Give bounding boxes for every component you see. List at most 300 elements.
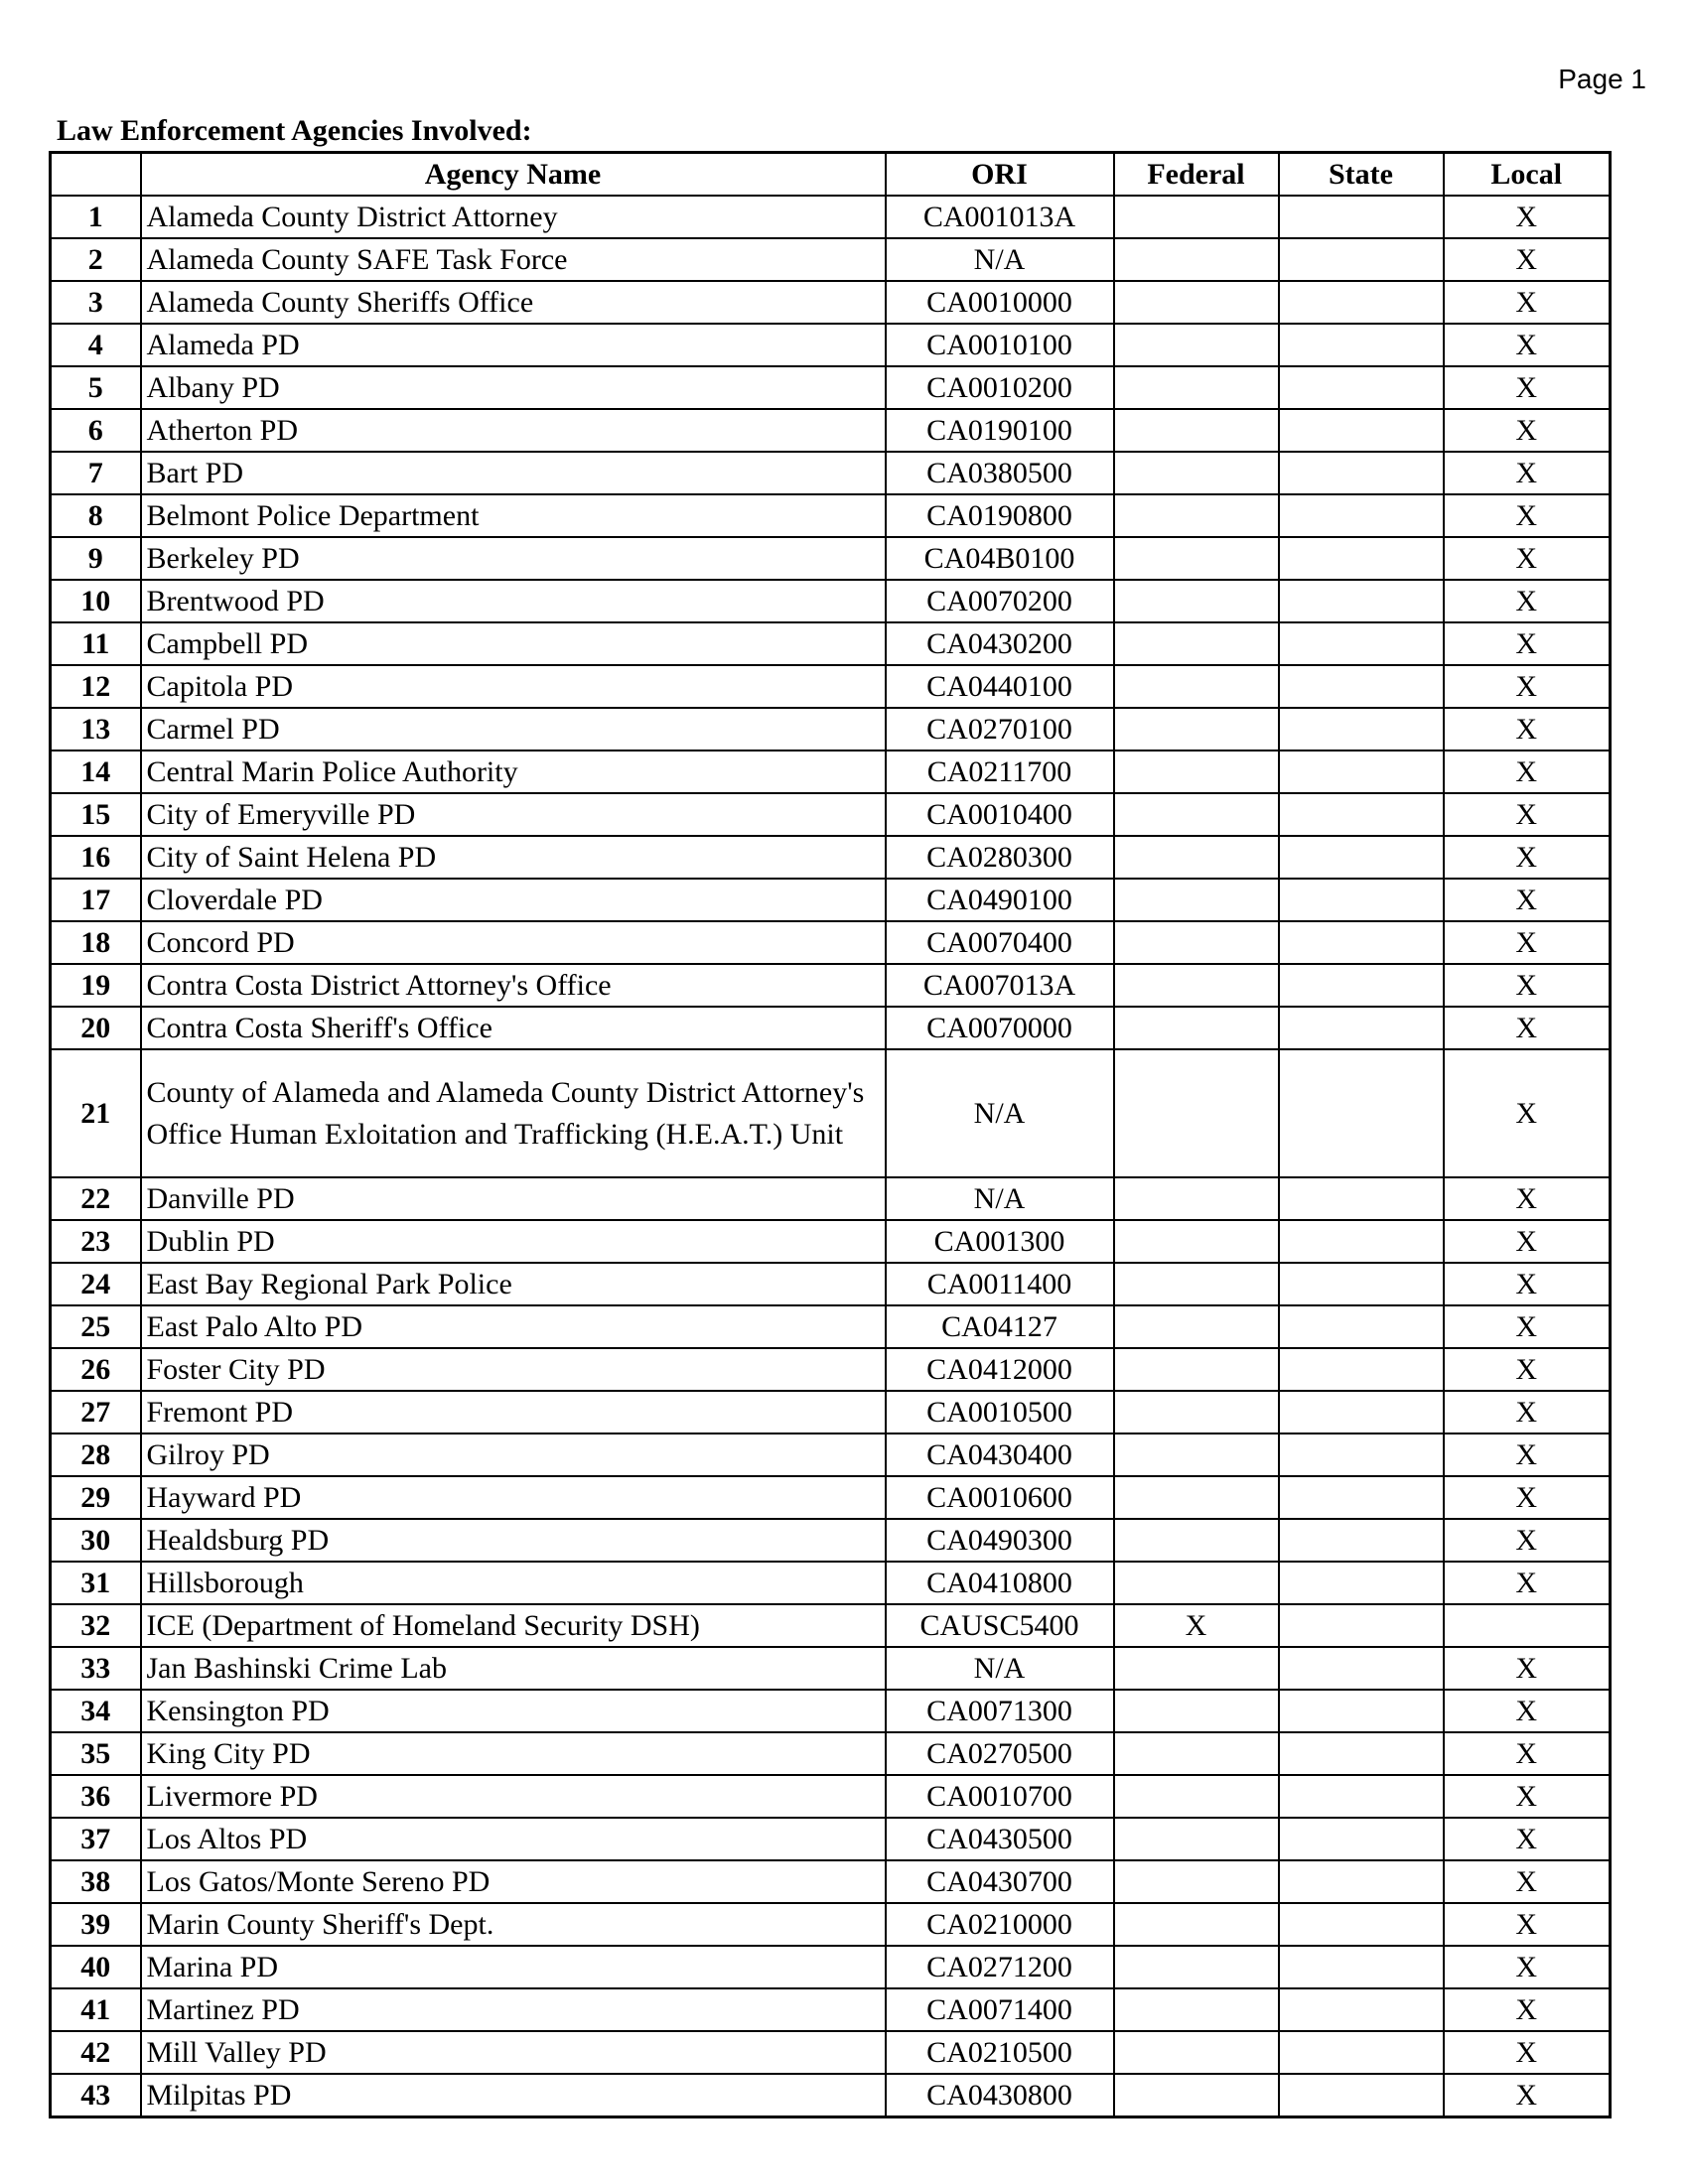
ori-cell: N/A xyxy=(886,238,1114,281)
agency-name-cell: Concord PD xyxy=(141,921,886,964)
state-cell xyxy=(1279,1391,1444,1433)
federal-cell xyxy=(1114,1049,1279,1177)
table-row xyxy=(51,751,1611,793)
table-row xyxy=(51,494,1611,537)
agency-name-cell: Alameda County District Attorney xyxy=(141,196,886,238)
agency-name-cell: Campbell PD xyxy=(141,622,886,665)
table-row xyxy=(51,1220,1611,1263)
federal-cell xyxy=(1114,1433,1279,1476)
local-cell: X xyxy=(1444,1049,1611,1177)
ori-cell: CA0410800 xyxy=(886,1562,1114,1604)
agency-name-cell: Martinez PD xyxy=(141,1988,886,2031)
federal-cell xyxy=(1114,1775,1279,1818)
ori-cell: CA0071300 xyxy=(886,1690,1114,1732)
agency-name-cell: Kensington PD xyxy=(141,1690,886,1732)
state-cell xyxy=(1279,921,1444,964)
state-cell xyxy=(1279,1476,1444,1519)
local-cell: X xyxy=(1444,622,1611,665)
table-row xyxy=(51,1562,1611,1604)
table-row xyxy=(51,238,1611,281)
state-cell xyxy=(1279,1220,1444,1263)
federal-cell xyxy=(1114,2074,1279,2117)
state-cell xyxy=(1279,1860,1444,1903)
state-cell xyxy=(1279,2031,1444,2074)
local-cell: X xyxy=(1444,751,1611,793)
table-row xyxy=(51,1690,1611,1732)
table-row xyxy=(51,1860,1611,1903)
agency-name-cell: Central Marin Police Authority xyxy=(141,751,886,793)
agency-name-cell: Fremont PD xyxy=(141,1391,886,1433)
row-number: 34 xyxy=(51,1690,141,1732)
agency-name-cell: Livermore PD xyxy=(141,1775,886,1818)
table-row xyxy=(51,708,1611,751)
table-row xyxy=(51,1647,1611,1690)
row-number: 3 xyxy=(51,281,141,324)
state-cell xyxy=(1279,1007,1444,1049)
header-federal: Federal xyxy=(1114,153,1279,197)
agency-name-cell: King City PD xyxy=(141,1732,886,1775)
table-row xyxy=(51,665,1611,708)
table-row xyxy=(51,1263,1611,1305)
ori-cell: CA04127 xyxy=(886,1305,1114,1348)
agency-name-cell: Alameda County SAFE Task Force xyxy=(141,238,886,281)
local-cell: X xyxy=(1444,1476,1611,1519)
federal-cell xyxy=(1114,1690,1279,1732)
federal-cell xyxy=(1114,836,1279,879)
state-cell xyxy=(1279,324,1444,366)
agency-name-cell: Alameda PD xyxy=(141,324,886,366)
row-number: 26 xyxy=(51,1348,141,1391)
federal-cell xyxy=(1114,1476,1279,1519)
federal-cell xyxy=(1114,921,1279,964)
document-title: Law Enforcement Agencies Involved: xyxy=(57,114,532,147)
local-cell: X xyxy=(1444,1903,1611,1946)
header-state: State xyxy=(1279,153,1444,197)
ori-cell: CA007013A xyxy=(886,964,1114,1007)
table-row xyxy=(51,1732,1611,1775)
federal-cell xyxy=(1114,1007,1279,1049)
row-number: 37 xyxy=(51,1818,141,1860)
agency-name-cell: Belmont Police Department xyxy=(141,494,886,537)
row-number: 41 xyxy=(51,1988,141,2031)
federal-cell xyxy=(1114,452,1279,494)
local-cell: X xyxy=(1444,2031,1611,2074)
state-cell xyxy=(1279,1604,1444,1647)
page-number: Page 1 xyxy=(1558,64,1646,94)
state-cell xyxy=(1279,1946,1444,1988)
federal-cell xyxy=(1114,1946,1279,1988)
local-cell: X xyxy=(1444,1818,1611,1860)
table-header-row xyxy=(51,153,1611,197)
row-number: 15 xyxy=(51,793,141,836)
ori-cell: CA0070000 xyxy=(886,1007,1114,1049)
ori-cell: CA0380500 xyxy=(886,452,1114,494)
row-number: 20 xyxy=(51,1007,141,1049)
local-cell: X xyxy=(1444,1519,1611,1562)
ori-cell: CA0490300 xyxy=(886,1519,1114,1562)
state-cell xyxy=(1279,452,1444,494)
state-cell xyxy=(1279,793,1444,836)
ori-cell: N/A xyxy=(886,1647,1114,1690)
row-number: 6 xyxy=(51,409,141,452)
local-cell: X xyxy=(1444,452,1611,494)
table-row xyxy=(51,196,1611,238)
local-cell: X xyxy=(1444,1348,1611,1391)
federal-cell xyxy=(1114,1519,1279,1562)
ori-cell: CA0440100 xyxy=(886,665,1114,708)
row-number: 4 xyxy=(51,324,141,366)
row-number: 30 xyxy=(51,1519,141,1562)
agency-name-cell: East Palo Alto PD xyxy=(141,1305,886,1348)
ori-cell: CA0011400 xyxy=(886,1263,1114,1305)
table-row xyxy=(51,1903,1611,1946)
federal-cell xyxy=(1114,793,1279,836)
federal-cell xyxy=(1114,964,1279,1007)
ori-cell: CA0280300 xyxy=(886,836,1114,879)
local-cell: X xyxy=(1444,1562,1611,1604)
ori-cell: CA0210500 xyxy=(886,2031,1114,2074)
table-row xyxy=(51,793,1611,836)
state-cell xyxy=(1279,1818,1444,1860)
agency-name-cell: Contra Costa District Attorney's Office xyxy=(141,964,886,1007)
table-row xyxy=(51,1049,1611,1177)
table-row xyxy=(51,964,1611,1007)
table-row xyxy=(51,921,1611,964)
agency-name-cell: Milpitas PD xyxy=(141,2074,886,2117)
federal-cell xyxy=(1114,1860,1279,1903)
ori-cell: CA0010700 xyxy=(886,1775,1114,1818)
local-cell: X xyxy=(1444,793,1611,836)
local-cell: X xyxy=(1444,1391,1611,1433)
table-row xyxy=(51,1391,1611,1433)
state-cell xyxy=(1279,1263,1444,1305)
federal-cell xyxy=(1114,1305,1279,1348)
agency-name-cell: Contra Costa Sheriff's Office xyxy=(141,1007,886,1049)
row-number: 38 xyxy=(51,1860,141,1903)
table-row xyxy=(51,366,1611,409)
state-cell xyxy=(1279,196,1444,238)
header-ori: ORI xyxy=(886,153,1114,197)
state-cell xyxy=(1279,1775,1444,1818)
state-cell xyxy=(1279,1348,1444,1391)
state-cell xyxy=(1279,238,1444,281)
state-cell xyxy=(1279,879,1444,921)
row-number: 16 xyxy=(51,836,141,879)
state-cell xyxy=(1279,1562,1444,1604)
agency-name-cell: Los Altos PD xyxy=(141,1818,886,1860)
federal-cell: X xyxy=(1114,1604,1279,1647)
federal-cell xyxy=(1114,1647,1279,1690)
agency-name-cell: Dublin PD xyxy=(141,1220,886,1263)
row-number: 31 xyxy=(51,1562,141,1604)
agency-name-cell: Brentwood PD xyxy=(141,580,886,622)
local-cell: X xyxy=(1444,1946,1611,1988)
local-cell: X xyxy=(1444,1007,1611,1049)
local-cell: X xyxy=(1444,1263,1611,1305)
federal-cell xyxy=(1114,879,1279,921)
agency-name-cell: Healdsburg PD xyxy=(141,1519,886,1562)
ori-cell: CA0010400 xyxy=(886,793,1114,836)
local-cell: X xyxy=(1444,879,1611,921)
state-cell xyxy=(1279,1903,1444,1946)
row-number: 8 xyxy=(51,494,141,537)
local-cell: X xyxy=(1444,1988,1611,2031)
federal-cell xyxy=(1114,1263,1279,1305)
row-number: 13 xyxy=(51,708,141,751)
federal-cell xyxy=(1114,580,1279,622)
local-cell: X xyxy=(1444,836,1611,879)
federal-cell xyxy=(1114,366,1279,409)
table-row xyxy=(51,879,1611,921)
state-cell xyxy=(1279,1988,1444,2031)
row-number: 22 xyxy=(51,1177,141,1220)
federal-cell xyxy=(1114,665,1279,708)
local-cell: X xyxy=(1444,1433,1611,1476)
state-cell xyxy=(1279,665,1444,708)
federal-cell xyxy=(1114,622,1279,665)
agency-name-cell: Los Gatos/Monte Sereno PD xyxy=(141,1860,886,1903)
state-cell xyxy=(1279,836,1444,879)
ori-cell: CA0430500 xyxy=(886,1818,1114,1860)
local-cell: X xyxy=(1444,196,1611,238)
row-number: 43 xyxy=(51,2074,141,2117)
ori-cell: CA0190800 xyxy=(886,494,1114,537)
ori-cell: N/A xyxy=(886,1177,1114,1220)
local-cell: X xyxy=(1444,238,1611,281)
table-row xyxy=(51,2074,1611,2117)
state-cell xyxy=(1279,622,1444,665)
ori-cell: CA0010500 xyxy=(886,1391,1114,1433)
agency-name-cell: Hillsborough xyxy=(141,1562,886,1604)
state-cell xyxy=(1279,580,1444,622)
ori-cell: CA0070200 xyxy=(886,580,1114,622)
local-cell: X xyxy=(1444,921,1611,964)
table-row xyxy=(51,324,1611,366)
agency-name-cell: Hayward PD xyxy=(141,1476,886,1519)
state-cell xyxy=(1279,1177,1444,1220)
federal-cell xyxy=(1114,1348,1279,1391)
agency-name-cell: ICE (Department of Homeland Security DSH) xyxy=(141,1604,886,1647)
agency-name-cell: Carmel PD xyxy=(141,708,886,751)
agency-name-cell: Alameda County Sheriffs Office xyxy=(141,281,886,324)
federal-cell xyxy=(1114,494,1279,537)
local-cell: X xyxy=(1444,1220,1611,1263)
table-row xyxy=(51,1775,1611,1818)
local-cell: X xyxy=(1444,964,1611,1007)
row-number: 17 xyxy=(51,879,141,921)
header-agency-name: Agency Name xyxy=(141,153,886,197)
agency-name-cell: Albany PD xyxy=(141,366,886,409)
table-row xyxy=(51,537,1611,580)
federal-cell xyxy=(1114,281,1279,324)
local-cell: X xyxy=(1444,1690,1611,1732)
table-row xyxy=(51,1519,1611,1562)
ori-cell: CA04B0100 xyxy=(886,537,1114,580)
table-row xyxy=(51,1818,1611,1860)
table-row xyxy=(51,1988,1611,2031)
state-cell xyxy=(1279,964,1444,1007)
state-cell xyxy=(1279,708,1444,751)
row-number: 29 xyxy=(51,1476,141,1519)
table-row xyxy=(51,1305,1611,1348)
state-cell xyxy=(1279,2074,1444,2117)
table-row xyxy=(51,281,1611,324)
table-row xyxy=(51,452,1611,494)
row-number: 18 xyxy=(51,921,141,964)
row-number: 11 xyxy=(51,622,141,665)
state-cell xyxy=(1279,494,1444,537)
table-row xyxy=(51,580,1611,622)
ori-cell: CA0412000 xyxy=(886,1348,1114,1391)
ori-cell: CA0010100 xyxy=(886,324,1114,366)
local-cell: X xyxy=(1444,580,1611,622)
federal-cell xyxy=(1114,1732,1279,1775)
row-number: 12 xyxy=(51,665,141,708)
ori-cell: CA0190100 xyxy=(886,409,1114,452)
local-cell: X xyxy=(1444,1732,1611,1775)
ori-cell: N/A xyxy=(886,1049,1114,1177)
state-cell xyxy=(1279,1732,1444,1775)
ori-cell: CA0070400 xyxy=(886,921,1114,964)
row-number: 32 xyxy=(51,1604,141,1647)
local-cell: X xyxy=(1444,1860,1611,1903)
table-row xyxy=(51,1177,1611,1220)
table-row xyxy=(51,1433,1611,1476)
local-cell: X xyxy=(1444,409,1611,452)
local-cell: X xyxy=(1444,537,1611,580)
row-number: 35 xyxy=(51,1732,141,1775)
agency-name-cell: Gilroy PD xyxy=(141,1433,886,1476)
federal-cell xyxy=(1114,751,1279,793)
ori-cell: CA0211700 xyxy=(886,751,1114,793)
table-row xyxy=(51,836,1611,879)
federal-cell xyxy=(1114,409,1279,452)
agency-name-cell: Berkeley PD xyxy=(141,537,886,580)
agency-name-cell: Atherton PD xyxy=(141,409,886,452)
ori-cell: CA001013A xyxy=(886,196,1114,238)
ori-cell: CA0270100 xyxy=(886,708,1114,751)
federal-cell xyxy=(1114,1177,1279,1220)
local-cell: X xyxy=(1444,324,1611,366)
agency-name-cell: Capitola PD xyxy=(141,665,886,708)
header-row-number xyxy=(51,153,141,197)
row-number: 24 xyxy=(51,1263,141,1305)
table-row xyxy=(51,1476,1611,1519)
row-number: 28 xyxy=(51,1433,141,1476)
local-cell xyxy=(1444,1604,1611,1647)
row-number: 27 xyxy=(51,1391,141,1433)
state-cell xyxy=(1279,1519,1444,1562)
agency-name-cell: East Bay Regional Park Police xyxy=(141,1263,886,1305)
agency-name-cell: City of Saint Helena PD xyxy=(141,836,886,879)
state-cell xyxy=(1279,751,1444,793)
ori-cell: CA0430200 xyxy=(886,622,1114,665)
agency-name-cell: Marina PD xyxy=(141,1946,886,1988)
federal-cell xyxy=(1114,537,1279,580)
row-number: 33 xyxy=(51,1647,141,1690)
federal-cell xyxy=(1114,1903,1279,1946)
row-number: 39 xyxy=(51,1903,141,1946)
table-row xyxy=(51,1604,1611,1647)
ori-cell: CA0430700 xyxy=(886,1860,1114,1903)
ori-cell: CA0071400 xyxy=(886,1988,1114,2031)
agency-name-cell: County of Alameda and Alameda County District Attorney's Office Human Exloitation and Trafficking (H.E.A.T.) Unit xyxy=(141,1049,886,1177)
row-number: 1 xyxy=(51,196,141,238)
federal-cell xyxy=(1114,1988,1279,2031)
ori-cell: CA0490100 xyxy=(886,879,1114,921)
row-number: 14 xyxy=(51,751,141,793)
federal-cell xyxy=(1114,238,1279,281)
row-number: 25 xyxy=(51,1305,141,1348)
state-cell xyxy=(1279,409,1444,452)
row-number: 19 xyxy=(51,964,141,1007)
table-row xyxy=(51,2031,1611,2074)
row-number: 10 xyxy=(51,580,141,622)
row-number: 42 xyxy=(51,2031,141,2074)
federal-cell xyxy=(1114,196,1279,238)
local-cell: X xyxy=(1444,665,1611,708)
agency-name-cell: Danville PD xyxy=(141,1177,886,1220)
agency-name-cell: Cloverdale PD xyxy=(141,879,886,921)
ori-cell: CA0430800 xyxy=(886,2074,1114,2117)
ori-cell: CA0010000 xyxy=(886,281,1114,324)
agency-name-cell: Jan Bashinski Crime Lab xyxy=(141,1647,886,1690)
row-number: 9 xyxy=(51,537,141,580)
federal-cell xyxy=(1114,1818,1279,1860)
state-cell xyxy=(1279,1690,1444,1732)
state-cell xyxy=(1279,537,1444,580)
table-row xyxy=(51,1007,1611,1049)
local-cell: X xyxy=(1444,281,1611,324)
table-row xyxy=(51,1946,1611,1988)
ori-cell: CA0270500 xyxy=(886,1732,1114,1775)
row-number: 40 xyxy=(51,1946,141,1988)
agencies-table xyxy=(49,151,1612,2118)
agency-name-cell: City of Emeryville PD xyxy=(141,793,886,836)
ori-cell: CA0430400 xyxy=(886,1433,1114,1476)
federal-cell xyxy=(1114,708,1279,751)
local-cell: X xyxy=(1444,1177,1611,1220)
row-number: 2 xyxy=(51,238,141,281)
local-cell: X xyxy=(1444,494,1611,537)
ori-cell: CAUSC5400 xyxy=(886,1604,1114,1647)
header-local: Local xyxy=(1444,153,1611,197)
ori-cell: CA0010600 xyxy=(886,1476,1114,1519)
row-number: 23 xyxy=(51,1220,141,1263)
table-row xyxy=(51,409,1611,452)
state-cell xyxy=(1279,1305,1444,1348)
ori-cell: CA0271200 xyxy=(886,1946,1114,1988)
federal-cell xyxy=(1114,324,1279,366)
row-number: 7 xyxy=(51,452,141,494)
agency-name-cell: Bart PD xyxy=(141,452,886,494)
local-cell: X xyxy=(1444,2074,1611,2117)
agency-name-cell: Mill Valley PD xyxy=(141,2031,886,2074)
state-cell xyxy=(1279,1049,1444,1177)
state-cell xyxy=(1279,1647,1444,1690)
local-cell: X xyxy=(1444,366,1611,409)
federal-cell xyxy=(1114,2031,1279,2074)
state-cell xyxy=(1279,1433,1444,1476)
state-cell xyxy=(1279,366,1444,409)
table-row xyxy=(51,1348,1611,1391)
federal-cell xyxy=(1114,1391,1279,1433)
local-cell: X xyxy=(1444,1647,1611,1690)
row-number: 36 xyxy=(51,1775,141,1818)
row-number: 5 xyxy=(51,366,141,409)
agency-name-cell: Foster City PD xyxy=(141,1348,886,1391)
row-number: 21 xyxy=(51,1049,141,1177)
